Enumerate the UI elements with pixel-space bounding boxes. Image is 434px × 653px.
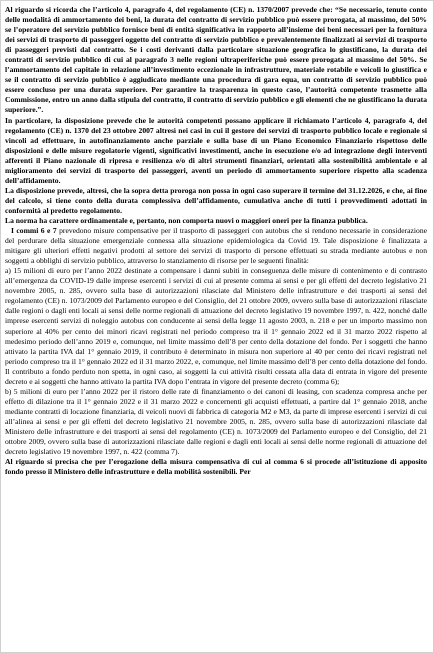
paragraph-item-b: b) 5 milioni di euro per l’anno 2022 per il ristoro delle rate di finanziamento o dei canoni di leasing, con scadenza compresa anche per effetto di dilazione tra il 1° gennaio 2022 e il 31 marzo 2022 e concernenti gli acquisti effettuati, a partire dal 1° gennaio 2018, anche mediante contratti di locazione finanziaria, di veicoli nuovi di fabbrica di categoria M2 e M3, da parte di imprese esercenti i servizi di cui all’alinea ai sensi e per gli effetti del decreto legislativo 21 novembre 2005, n. 285, ovvero sulla base di autorizzazioni rilasciate dal Ministero delle infrastrutture e dei trasporti ai sensi del regolamento (CE) n. 1073/2009 del Parlamento europeo e del Consiglio, del 21 ottobre 2009, ovvero sulla base di autorizzazioni rilasciate dalle regioni e dagli enti locali ai sensi delle norme regionali di attuazione del decreto legislativo 19 novembre 1997, n. 422 (comma 7). bbox=[5, 386, 427, 457]
paragraph-commi-6-7 bbox=[5, 226, 427, 266]
commi-lead: I commi 6 e 7 bbox=[11, 226, 57, 236]
commi-text: prevedono misure compensative per il trasporto di passeggeri con autobus che si rendono necessarie in considerazione del perdurare della situazione emergenziale connessa alla situazione epidemiologica da Covid 19. Tale disposizione è finalizzata a mitigare gli ulteriori effetti negativi prodotti al settore dei servizi di trasporto di persone effettuati su strada mediante autobus e non soggetti a obblighi di servizio pubblico, attraverso lo stanziamento di risorse per le seguenti finalità: bbox=[5, 226, 427, 266]
paragraph-item-a: a) 15 milioni di euro per l’anno 2022 destinate a compensare i danni subiti in conseguenza delle misure di contenimento e di contrasto all’emergenza da COVID-19 dalle imprese esercenti i servizi di cui al presente comma ai sensi e per gli effetti del decreto legislativo 21 novembre 2005, n. 285, ovvero sulla base di autorizzazioni rilasciate dal Ministero delle infrastrutture e dei trasporti ai sensi del regolamento (CE) n. 1073/2009 del Parlamento europeo e del Consiglio, del 21 ottobre 2009, ovvero sulla base di autorizzazioni rilasciate dalle regioni o dagli enti locali ai sensi delle norme regionali di attuazione del decreto legislativo 19 novembre 1997, n. 422, nonché dalle imprese esercenti servizi di noleggio autobus con conducente ai sensi della legge 11 agosto 2003, n. 218 e per un importo massimo non superiore al 40% per cento dei minori ricavi registrati nel periodo compreso tra il 1° gennaio 2022 ed il 31 marzo 2022 rispetto al medesimo periodo dell’anno 2019 e, comunque, nel limite massimo dell’8 per cento della dotazione del fondo. Per i soggetti che hanno attivato la partita IVA dal 1° gennaio 2019, il contributo è determinato in misura non superiore al 40 per cento dei ricavi registrati nel periodo compreso tra il 1° gennaio 2022 ed il 31 marzo 2022, e, comunque, nel limite massimo dell’8 per cento della dotazione del fondo. Il contributo a fondo perduto non spetta, in ogni caso, ai soggetti la cui attività risulti cessata alla data di entrata in vigore del presente decreto e ai soggetti che hanno attivato la partita IVA dopo l’entrata in vigore del presente decreto (comma 6); bbox=[5, 266, 427, 386]
paragraph-fund-note: Al riguardo si precisa che per l’erogazione della misura compensativa di cui al comma 6 si procede all’istituzione di apposito fondo presso il Ministero delle infrastrutture e della mobilità sostenibili. Per bbox=[5, 457, 427, 477]
paragraph-extension-deadline: La disposizione prevede, altresì, che la sopra detta proroga non possa in ogni caso superare il termine del 31.12.2026, e che, ai fine del calcolo, si tiene conto della durata complessiva dell’affidamento, cumulativa anche di tutti i provvedimenti adottati in conformità al predetto regolamento. bbox=[5, 185, 427, 215]
paragraph-regulation-quote: Al riguardo si ricorda che l’articolo 4, paragrafo 4, del regolamento (CE) n. 1370/2007 prevede che: “Se necessario, tenuto conto delle modalità di ammortamento dei beni, la durata del contratto di servizio pubblico può essere prorogata, al massimo, del 50% se l’operatore del servizio pubblico fornisce beni di entità significativa in rapporto all’insieme dei beni necessari per la fornitura dei servizi di trasporto di passeggeri oggetto del contratto di servizio pubblico e prevalentemente finalizzati ai servizi di trasporto di passeggeri previsti dal contratto. Se i costi derivanti dalla particolare situazione geografica lo giustificano, la durata dei contratti di servizio pubblico di cui al paragrafo 3 nelle regioni ultraperiferiche può essere prorogata al massimo del 50%. Se l’ammortamento del capitale in relazione all’investimento eccezionale in infrastrutture, materiale rotabile e veicoli lo giustifica e se il contratto di servizio pubblico è aggiudicato mediante una procedura di gara equa, un contratto di servizio pubblico può essere concluso per una durata superiore. Per garantire la trasparenza in questo caso, l’autorità competente trasmette alla Commissione, entro un anno dalla stipula del contratto, il contratto di servizio pubblico e gli elementi che ne giustificano la durata superiore.”. bbox=[5, 5, 427, 115]
paragraph-no-new-charges: La norma ha carattere ordinamentale e, pertanto, non comporta nuovi o maggiori oneri per la finanza pubblica. bbox=[5, 215, 368, 225]
paragraph-extension-conditions: In particolare, la disposizione prevede che le autorità competenti possano applicare il richiamato l’articolo 4, paragrafo 4, del regolamento (CE) n. 1370 del 23 ottobre 2007 altresì nei casi in cui il gestore dei servizi di trasporto pubblico locale e regionale si vincoli ad effettuare, in autofinanziamento anche parziale e sulla base di un Piano Economico Finanziario rispettoso delle disposizioni e delle misure regolatorie vigenti, significativi investimenti, anche in esecuzione e/o ad integrazione degli interventi afferenti il Piano nazionale di ripresa e resilienza e/o di altri strumenti finanziari, orientati alla sostenibilità ambientale e al miglioramento dei servizi di trasporto dei passeggeri, aventi un periodo di ammortamento superiore rispetto alla scadenza dell’affidamento. bbox=[5, 115, 427, 185]
